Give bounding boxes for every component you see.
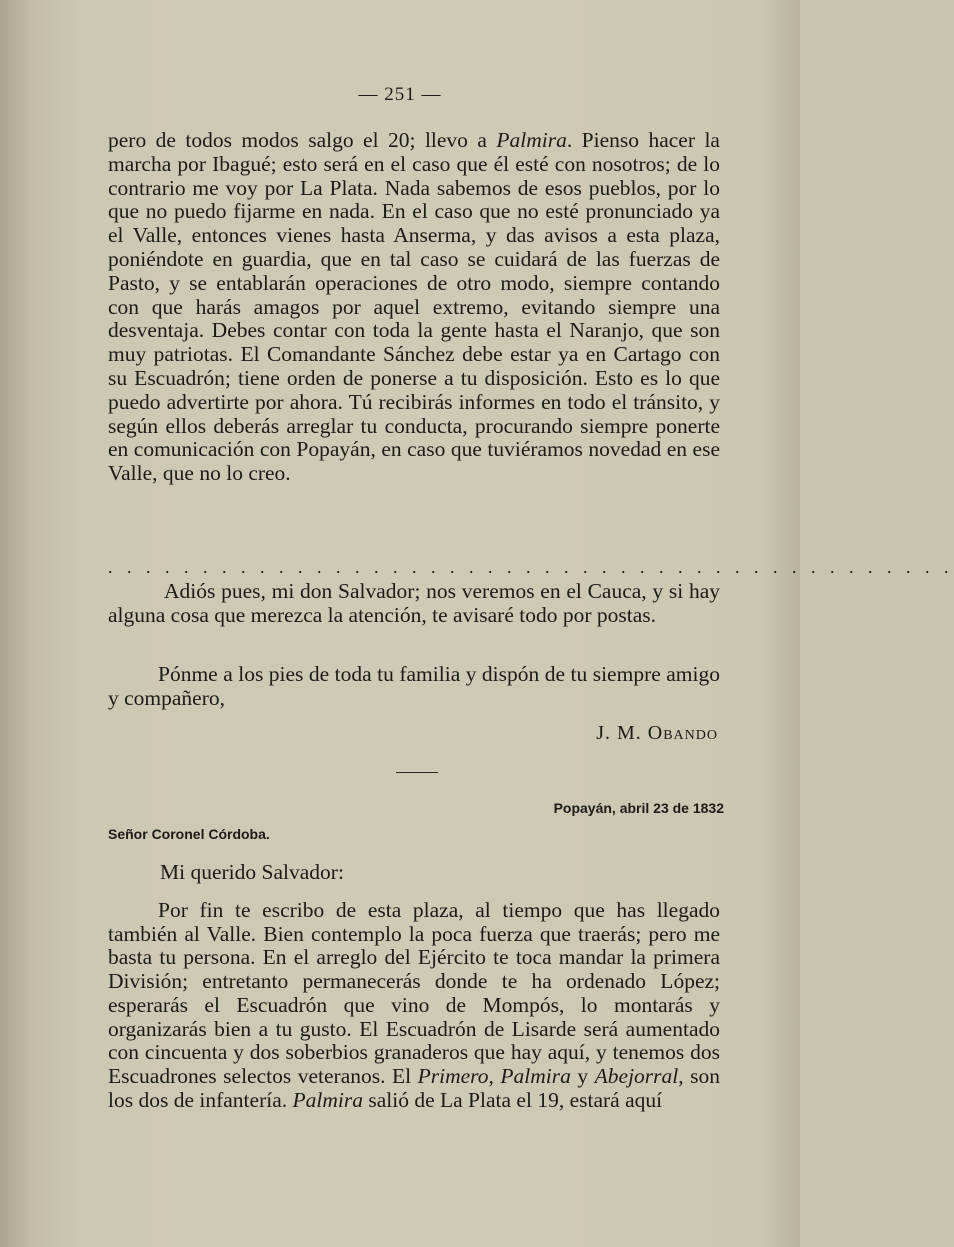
- paragraph-4: [108, 899, 720, 1112]
- italic-text-run: Palmira: [500, 1063, 571, 1088]
- addressee: Señor Coronel Córdoba.: [108, 826, 270, 842]
- section-divider: [396, 772, 438, 773]
- text-run: salió de La Plata el 19, estará aquí: [362, 1087, 663, 1112]
- text-run: y: [570, 1063, 595, 1088]
- text-run: , son los dos de infantería.: [108, 1063, 721, 1112]
- signature: J. M. Obando: [596, 722, 718, 744]
- dateline: Popayán, abril 23 de 1832: [553, 800, 724, 816]
- paragraph-1: [108, 129, 720, 486]
- italic-text-run: Primero: [417, 1063, 489, 1088]
- ellipsis-line: . . . . . . . . . . . . . . . . . . . . . . . . . . . . . . . . . . . . . . . . . . . . .: [108, 557, 954, 577]
- text-run: Por fin te escribo de esta plaza, al tiempo que has llegado también al Valle. Bien contemplo la poca fuerza que traerás; pero me basta tu persona. En el arreglo del Ejército te toca mandar la primera División; entretanto permanecerás donde te ha ordenado López; esperarás el Escuadrón que vino de Mompós, lo montarás y organizarás bien a tu gusto. El Escuadrón de Lisarde será aumentado con cincuenta y dos soberbios granaderos que hay aquí, y tenemos dos Escuadrones selectos veteranos. El: [108, 898, 720, 1088]
- paragraph-2: Adiós pues, mi don Salvador; nos veremos en el Cauca, y si hay alguna cosa que merezca la atención, te avisaré todo por postas.: [108, 579, 720, 627]
- italic-text-run: Abejorral: [594, 1063, 679, 1088]
- paragraph-3: Pónme a los pies de toda tu familia y dispón de tu siempre amigo y compañero,: [108, 662, 720, 710]
- text-run: ,: [488, 1063, 501, 1088]
- text-run: . Pienso hacer la marcha por Ibagué; esto será en el caso que él esté con nosotros; de lo contrario me voy por La Plata. Nada sabemos de esos pueblos, por lo que no puedo fijarme en nada. En el caso que no esté pronunciado ya el Valle, entonces vienes hasta Anserma, y das avisos a esta plaza, poniéndote en guardia, que en tal caso se cuidará de las fuerzas de Pasto, y se entablarán operaciones de otro modo, siempre contando con que harás amagos por aquel extremo, evitando siempre una desventaja. Debes contar con toda la gente hasta el Naranjo, que son muy patriotas. El Comandante Sánchez debe estar ya en Cartago con su Escuadrón; tiene orden de ponerse a tu disposición. Esto es lo que puedo advertirte por ahora. Tú recibirás informes en todo el tránsito, y según ellos deberás arreglar tu conducta, procurando siempre ponerte en comunicación con Popayán, en caso que tuviéramos novedad en ese Valle, que no lo creo.: [108, 128, 720, 486]
- text-run: pero de todos modos salgo el 20; llevo a: [108, 128, 497, 152]
- italic-text-run: Palmira: [496, 128, 567, 152]
- salutation: Mi querido Salvador:: [160, 860, 344, 884]
- page-number: — 251 —: [358, 84, 442, 105]
- italic-text-run: Palmira: [292, 1087, 363, 1112]
